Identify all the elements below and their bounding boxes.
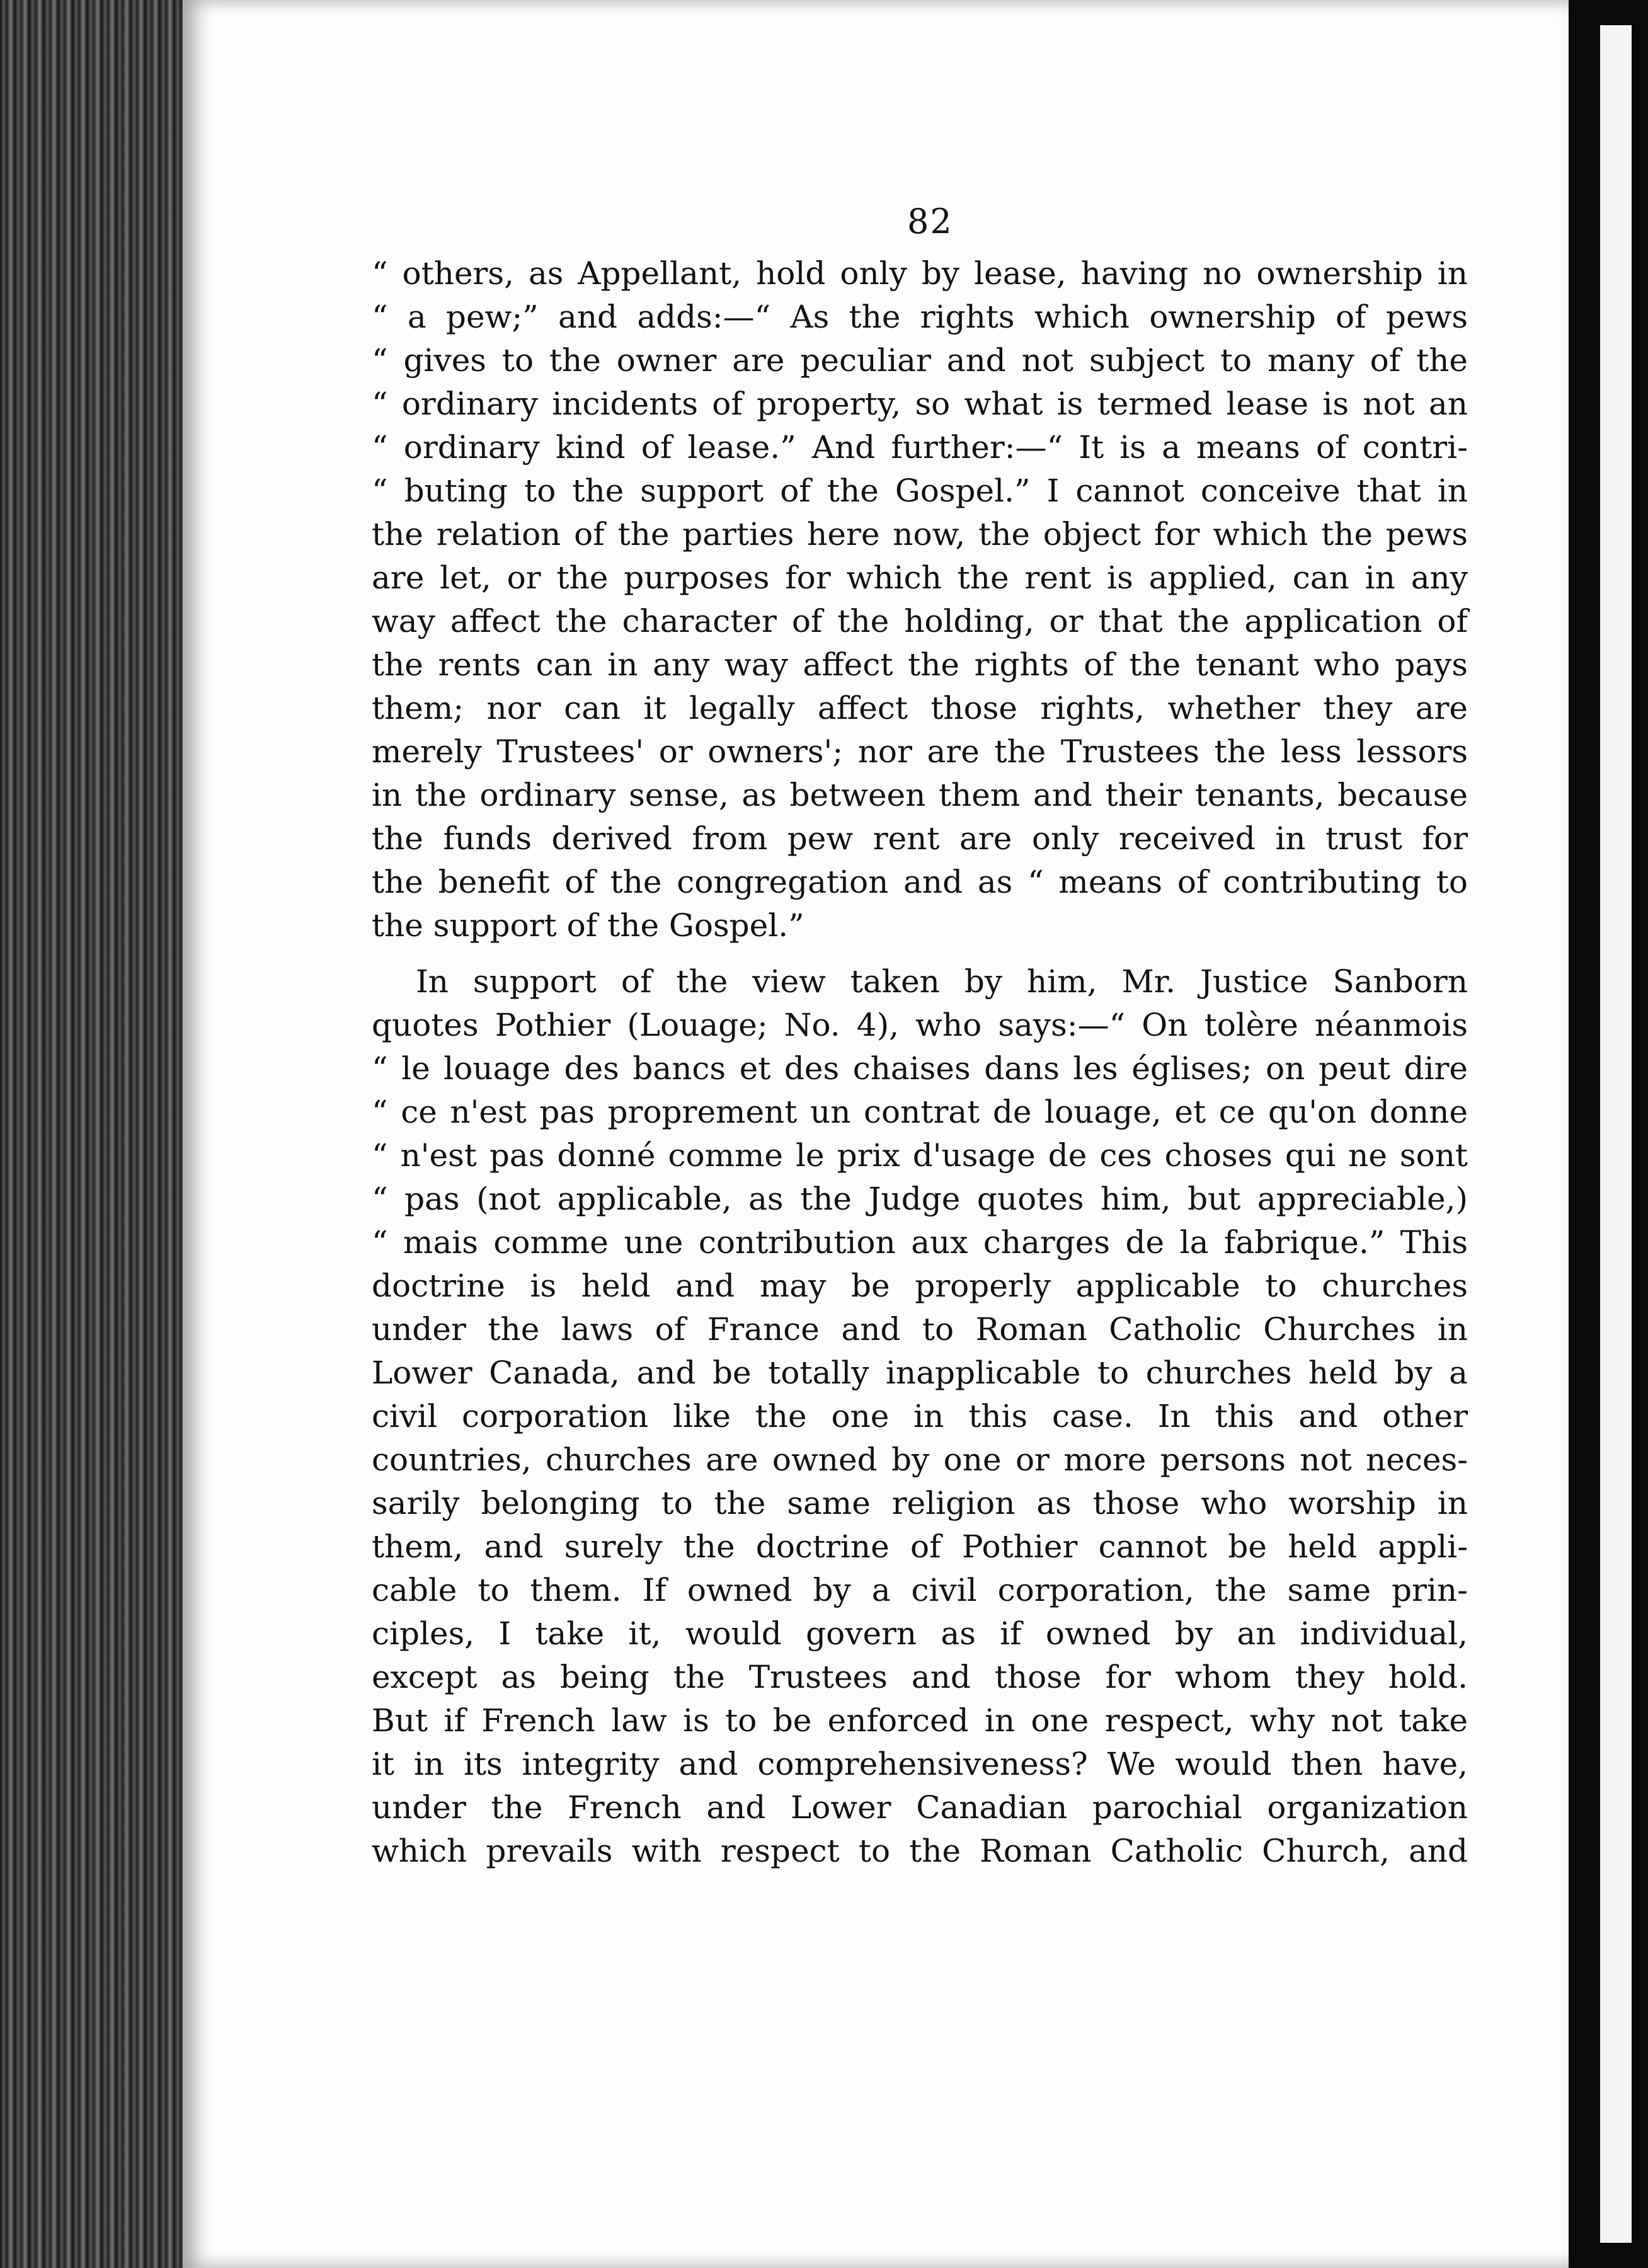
text-line: them, and surely the doctrine of Pothier cannot be held appli- <box>372 1528 1468 1565</box>
text-line: the rents can in any way affect the rights of the tenant who pays <box>372 646 1468 683</box>
text-line: them; nor can it legally affect those rights, whether they are <box>372 690 1468 726</box>
text-line: In support of the view taken by him, Mr. Justice Sanborn <box>416 963 1468 1000</box>
text-line: “ pas (not applicable, as the Judge quotes him, but appreciable,) <box>372 1181 1468 1217</box>
text-line: the support of the Gospel.” <box>372 907 804 944</box>
text-line: “ ce n'est pas proprement un contrat de louage, et ce qu'on donne <box>372 1094 1468 1130</box>
text-line: cable to them. If owned by a civil corporation, the same prin- <box>372 1572 1468 1608</box>
text-line: “ mais comme une contribution aux charges de la fabrique.” This <box>372 1224 1468 1261</box>
text-line: But if French law is to be enforced in one respect, why not take <box>372 1702 1468 1739</box>
adjacent-page-strip <box>1600 25 1632 2243</box>
text-line: doctrine is held and may be properly applicable to churches <box>372 1268 1468 1304</box>
text-line: under the French and Lower Canadian parochial organization <box>372 1789 1468 1826</box>
text-line: under the laws of France and to Roman Catholic Churches in <box>372 1311 1468 1348</box>
text-line: “ gives to the owner are peculiar and not subject to many of the <box>372 342 1468 379</box>
text-line: quotes Pothier (Louage; No. 4), who says:—“ On tolère néanmois <box>372 1007 1468 1043</box>
text-line: the funds derived from pew rent are only received in trust for <box>372 820 1468 857</box>
text-line: merely Trustees' or owners'; nor are the Trustees the less lessors <box>372 733 1468 770</box>
text-line: civil corporation like the one in this case. In this and other <box>372 1398 1468 1435</box>
text-line: “ n'est pas donné comme le prix d'usage de ces choses qui ne sont <box>372 1137 1468 1174</box>
text-line: Lower Canada, and be totally inapplicable to churches held by a <box>372 1354 1468 1391</box>
text-line: in the ordinary sense, as between them and their tenants, because <box>372 777 1468 813</box>
book-binding-edge <box>0 0 189 2268</box>
text-line: except as being the Trustees and those for whom they hold. <box>372 1659 1468 1695</box>
text-line: which prevails with respect to the Roman Catholic Church, and <box>372 1833 1468 1869</box>
text-line: “ a pew;” and adds:—“ As the rights which ownership of pews <box>372 299 1468 335</box>
text-line: the relation of the parties here now, the object for which the pews <box>372 516 1468 553</box>
text-line: “ buting to the support of the Gospel.” I cannot conceive that in <box>372 472 1468 509</box>
text-line: ciples, I take it, would govern as if owned by an individual, <box>372 1615 1468 1652</box>
text-line: “ ordinary kind of lease.” And further:—“ It is a means of contri- <box>372 429 1468 466</box>
text-line: countries, churches are owned by one or more persons not neces- <box>372 1441 1468 1478</box>
text-line: “ le louage des bancs et des chaises dans les églises; on peut dire <box>372 1050 1468 1087</box>
body-text <box>372 252 1468 1873</box>
text-line: “ others, as Appellant, hold only by lease, having no ownership in <box>372 255 1468 292</box>
text-line: it in its integrity and comprehensiveness? We would then have, <box>372 1746 1468 1782</box>
paragraph-1 <box>372 252 1468 948</box>
paragraph-2 <box>372 960 1468 1873</box>
page-number: 82 <box>907 202 953 241</box>
text-line: “ ordinary incidents of property, so what is termed lease is not an <box>372 386 1468 422</box>
text-line: way affect the character of the holding, or that the application of <box>372 603 1468 639</box>
text-line: the benefit of the congregation and as “ means of contributing to <box>372 864 1468 900</box>
text-line: sarily belonging to the same religion as those who worship in <box>372 1485 1468 1521</box>
text-line: are let, or the purposes for which the rent is applied, can in any <box>372 559 1468 596</box>
